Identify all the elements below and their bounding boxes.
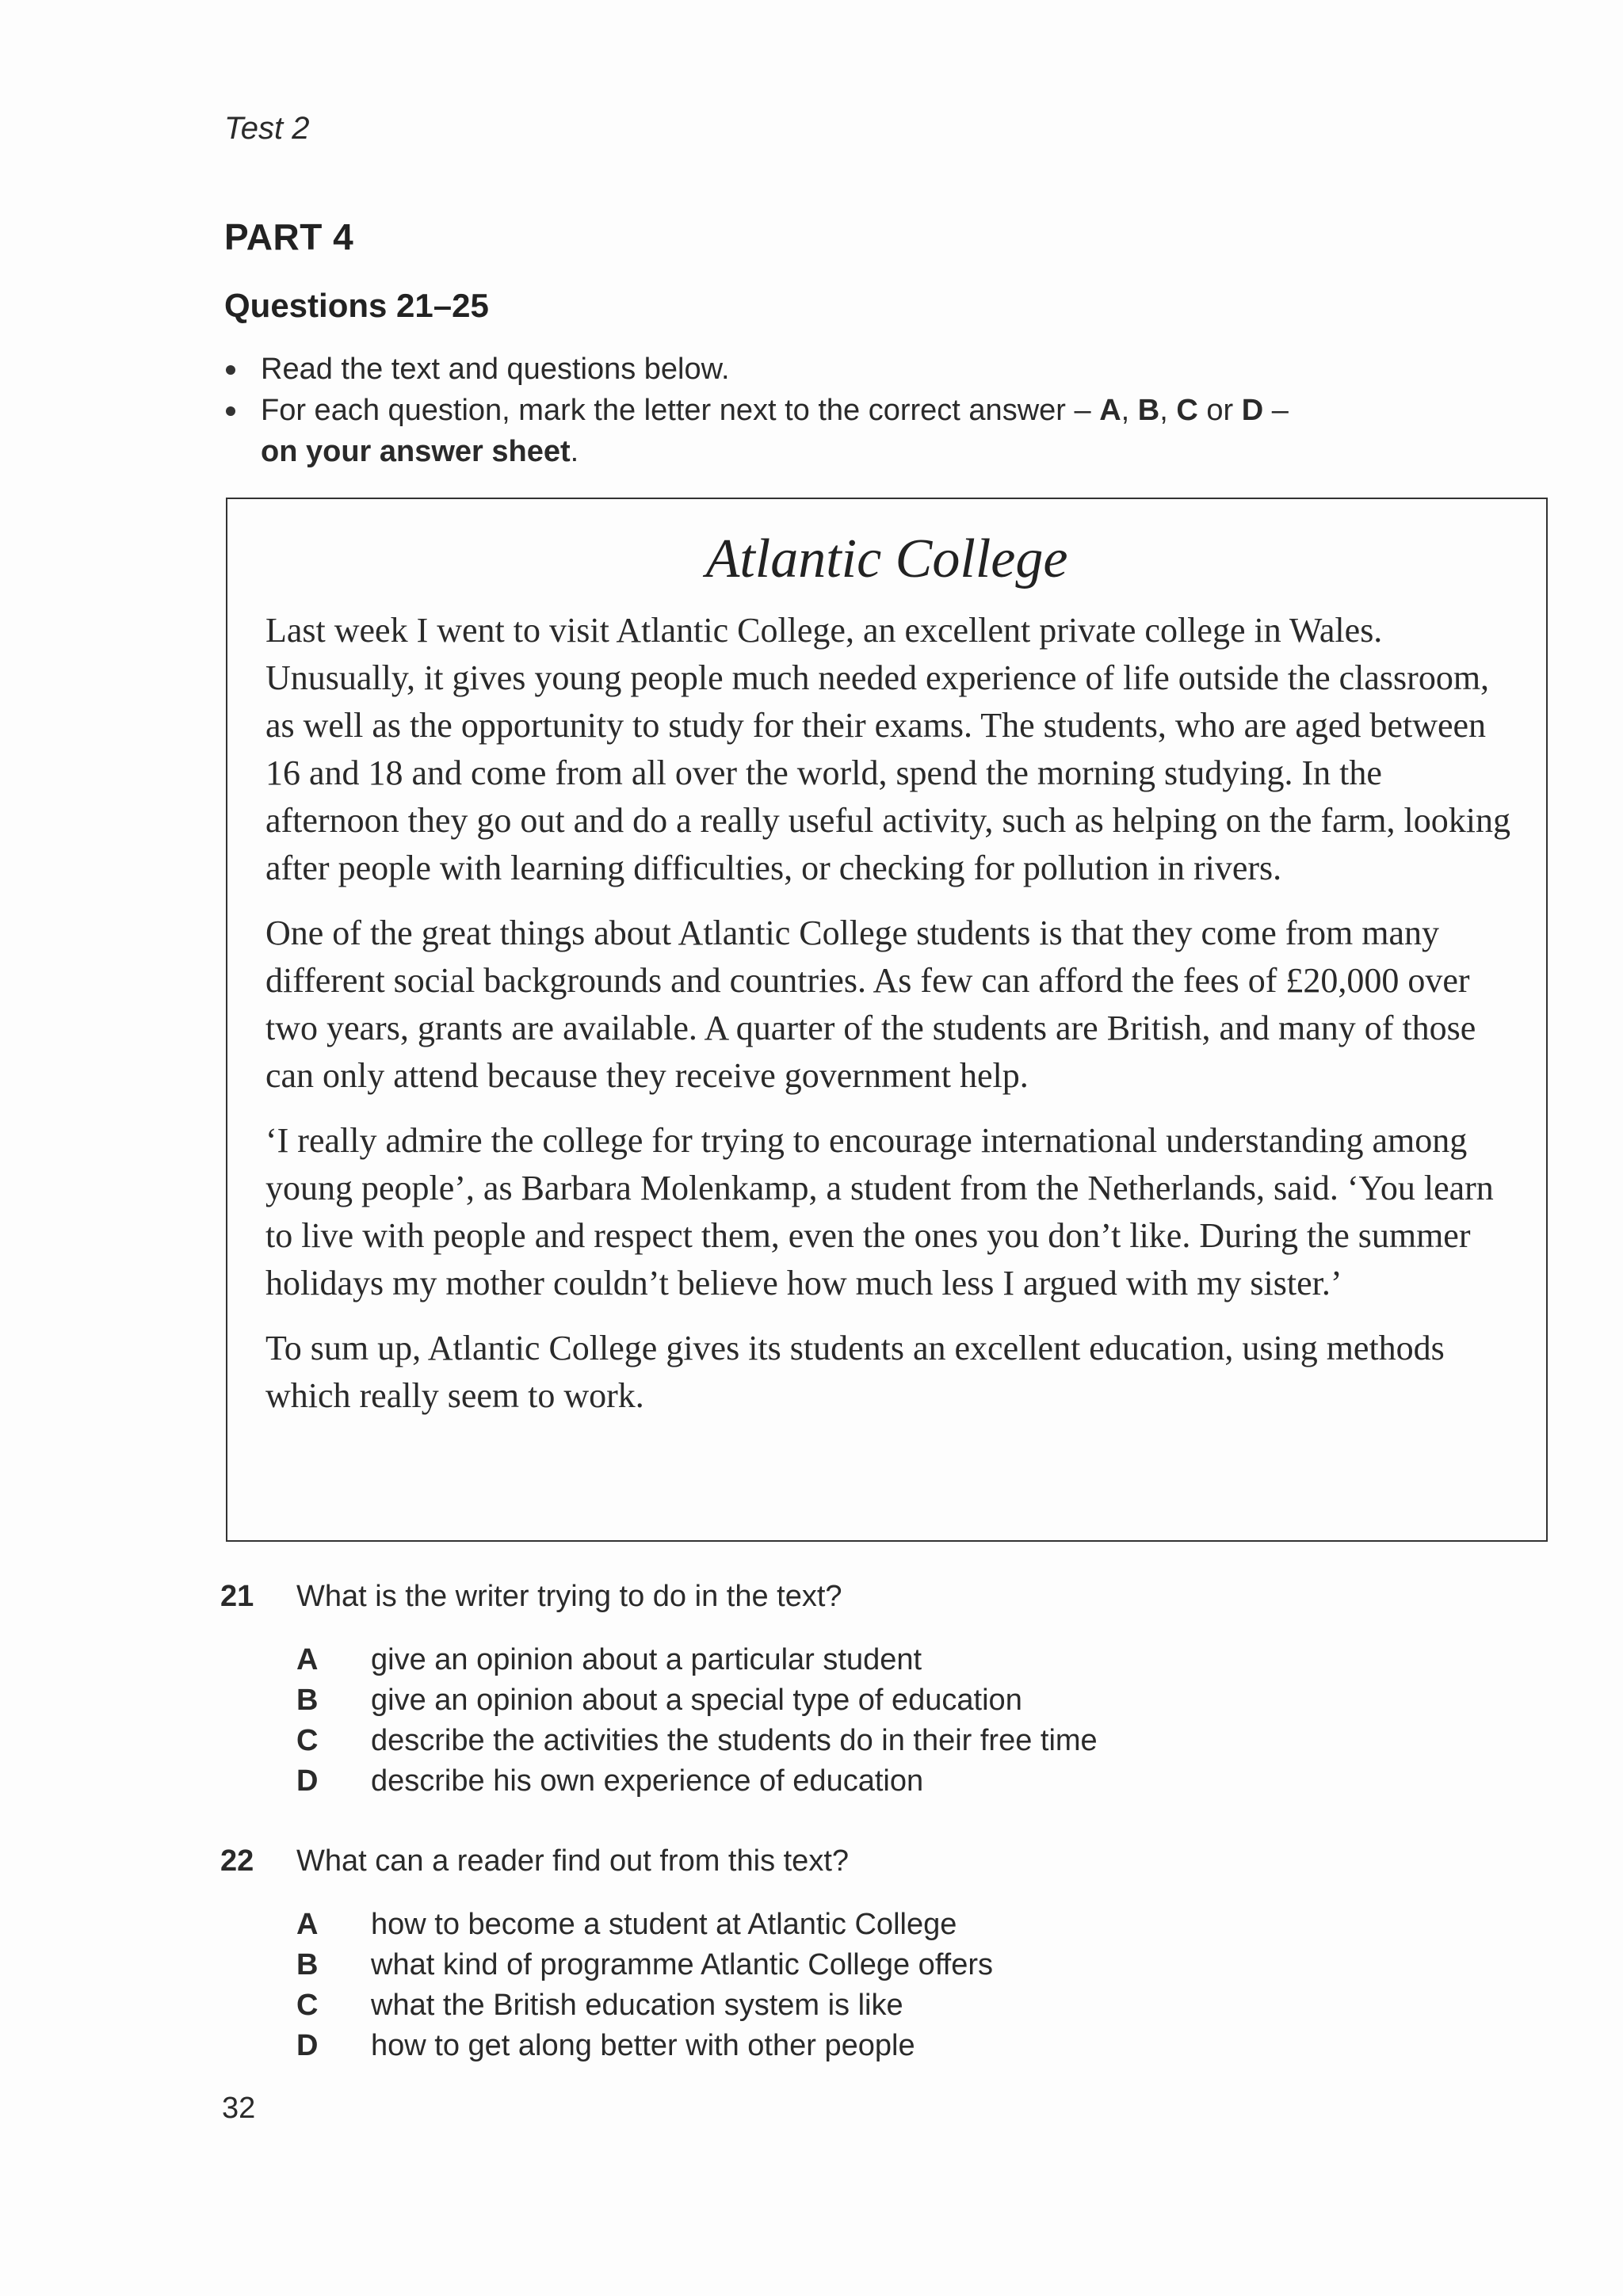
option-text: how to become a student at Atlantic College — [371, 1908, 957, 1941]
article-body — [265, 607, 1518, 1437]
option-item[interactable] — [296, 1945, 1327, 1985]
instruction-item — [224, 390, 1413, 472]
questions-range: Questions 21–25 — [224, 287, 489, 324]
instruction-sep: , — [1159, 394, 1177, 427]
question-text: What is the writer trying to do in the text? — [296, 1580, 842, 1613]
option-text: describe the activities the students do in their free time — [371, 1724, 1098, 1757]
question-number: 22 — [220, 1844, 254, 1878]
option-text: what kind of programme Atlantic College offers — [371, 1948, 994, 1981]
option-letter: B — [296, 1948, 319, 1981]
instruction-text: Read the text and questions below. — [261, 353, 730, 386]
option-letter: B — [296, 1684, 319, 1717]
bullet-icon — [226, 365, 235, 375]
option-letter: A — [296, 1908, 319, 1941]
instruction-end: . — [570, 435, 579, 468]
option-item[interactable] — [296, 1761, 1327, 1802]
article-paragraph: One of the great things about Atlantic College students is that they come from many different social backgrounds and countries. As few can afford the fees of £20,000 over two years, grants are available. A quarter of the students are British, and many of those can only attend because they receive government help. — [265, 913, 1476, 1095]
article-title: Atlantic College — [705, 528, 1068, 589]
bullet-icon — [226, 406, 235, 416]
option-text: what the British education system is like — [371, 1989, 903, 2022]
question-number: 21 — [220, 1580, 254, 1613]
instruction-text: For each question, mark the letter next to the correct answer – — [261, 394, 1100, 427]
option-item[interactable] — [296, 1985, 1327, 2026]
instruction-emphasis: on your answer sheet — [261, 435, 571, 468]
option-item[interactable] — [296, 1721, 1327, 1761]
instruction-letter: B — [1137, 394, 1160, 427]
article-box — [226, 498, 1548, 1542]
option-text: give an opinion about a special type of education — [371, 1684, 1022, 1717]
option-list — [296, 1640, 1327, 1802]
instruction-sep: or — [1197, 394, 1242, 427]
instruction-item — [224, 349, 1413, 390]
page-number: 32 — [222, 2092, 256, 2125]
option-item[interactable] — [296, 2026, 1327, 2066]
option-text: how to get along better with other people — [371, 2029, 915, 2062]
article-paragraph: ‘I really admire the college for trying to encourage international understanding among young people’, as Barbara Molenkamp, a student from the Netherlands, said. ‘You learn to live with people and respect them, even the ones you don’t like. During the summer holidays my mother couldn’t believe how much less I argued with my sister.’ — [265, 1121, 1494, 1302]
instruction-letter: A — [1099, 394, 1121, 427]
option-letter: C — [296, 1724, 319, 1757]
part-title: PART 4 — [224, 216, 354, 257]
question-text: What can a reader find out from this text? — [296, 1844, 850, 1878]
option-text: describe his own experience of education — [371, 1764, 924, 1798]
test-label: Test 2 — [224, 111, 310, 146]
option-item[interactable] — [296, 1905, 1327, 1945]
option-letter: A — [296, 1643, 319, 1676]
instruction-letter: C — [1176, 394, 1198, 427]
instruction-letter: D — [1241, 394, 1264, 427]
article-paragraph: To sum up, Atlantic College gives its students an excellent education, using methods which really seem to work. — [265, 1329, 1445, 1415]
option-item[interactable] — [296, 1640, 1327, 1680]
option-list — [296, 1905, 1327, 2066]
instruction-sep: – — [1263, 394, 1289, 427]
option-item[interactable] — [296, 1680, 1327, 1721]
option-letter: C — [296, 1989, 319, 2022]
option-letter: D — [296, 2029, 319, 2062]
option-letter: D — [296, 1764, 319, 1798]
instruction-sep: , — [1121, 394, 1138, 427]
instructions — [224, 349, 1413, 472]
article-paragraph: Last week I went to visit Atlantic College, an excellent private college in Wales. Unusually, it gives young people much needed experience of life outside the classroom, as well as the opportunity to study for their exams. The students, who are aged between 16 and 18 and come from all over the world, spend the morning studying. In the afternoon they go out and do a really useful activity, such as helping on the farm, looking after people with learning difficulties, or checking for pollution in rivers. — [265, 611, 1510, 887]
option-text: give an opinion about a particular student — [371, 1643, 922, 1676]
